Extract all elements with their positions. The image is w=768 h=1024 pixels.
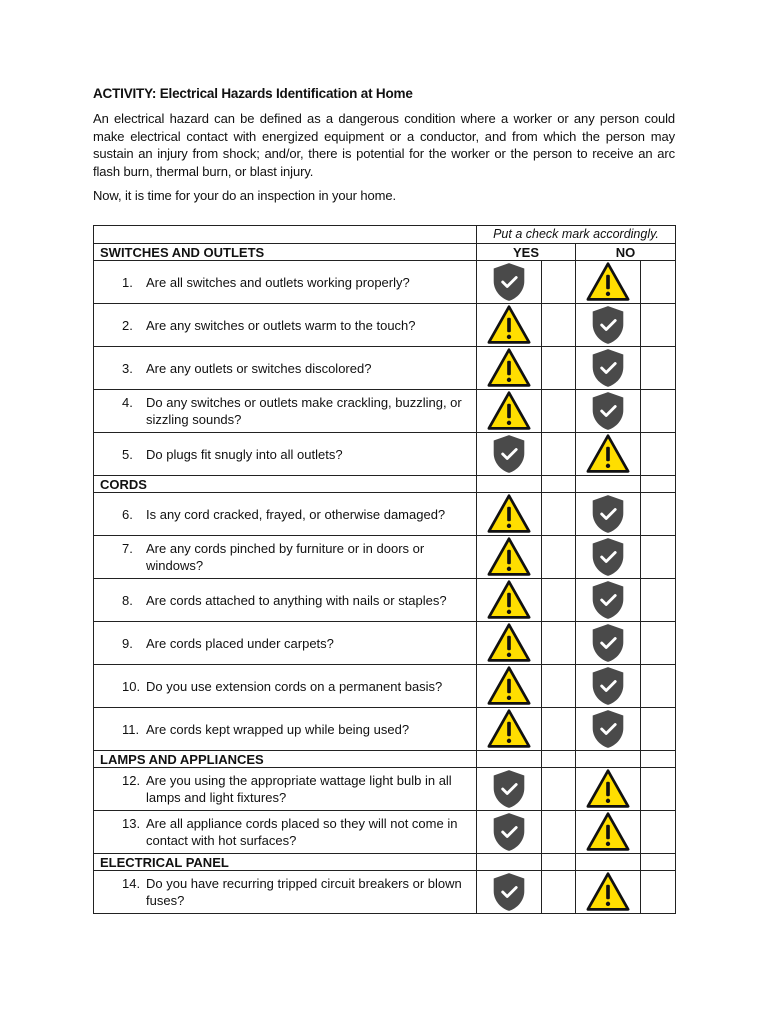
question-number: 8. [122, 592, 133, 608]
no-checkbox-cell[interactable] [641, 579, 676, 622]
question-cell [94, 665, 477, 708]
no-icon-cell [576, 347, 641, 390]
question-cell [94, 708, 477, 751]
warning-triangle-icon [486, 536, 532, 578]
question-text: Are any cords pinched by furniture or in doors or windows? [146, 541, 425, 573]
question-text: Are cords placed under carpets? [146, 635, 334, 651]
warning-triangle-icon [585, 811, 631, 853]
no-checkbox-cell[interactable] [641, 665, 676, 708]
warning-triangle-icon [486, 347, 532, 389]
no-icon-cell [576, 579, 641, 622]
section-empty-cell [641, 476, 676, 493]
no-checkbox-cell[interactable] [641, 433, 676, 476]
yes-checkbox-cell[interactable] [542, 768, 576, 811]
section-label: SWITCHES AND OUTLETS [94, 244, 477, 261]
no-checkbox-cell[interactable] [641, 304, 676, 347]
question-cell [94, 390, 477, 433]
shield-check-icon [590, 493, 626, 535]
table-row [94, 261, 676, 304]
question-number: 12. [122, 773, 141, 788]
yes-checkbox-cell[interactable] [542, 433, 576, 476]
table-row [94, 493, 676, 536]
question-text: Are all switches and outlets working properly? [146, 274, 410, 290]
question-line [122, 815, 466, 849]
yes-checkbox-cell[interactable] [542, 261, 576, 304]
section-empty-cell [641, 854, 676, 871]
question-number: 5. [122, 446, 133, 462]
no-icon-cell [576, 390, 641, 433]
table-row [94, 811, 676, 854]
section-empty-cell [477, 751, 542, 768]
yes-icon-cell [477, 536, 542, 579]
question-line [122, 317, 466, 334]
no-icon-cell [576, 493, 641, 536]
yes-icon-cell [477, 811, 542, 854]
question-text: Are cords attached to anything with nails or staples? [146, 592, 447, 608]
question-text: Do you use extension cords on a permanent basis? [146, 678, 443, 694]
yes-icon-cell [477, 708, 542, 751]
warning-triangle-icon [486, 708, 532, 750]
question-number: 1. [122, 274, 133, 290]
shield-check-icon [491, 871, 527, 913]
yes-checkbox-cell[interactable] [542, 871, 576, 914]
table-row [94, 433, 676, 476]
yes-icon-cell [477, 579, 542, 622]
hazard-checklist-table [93, 225, 676, 914]
section-empty-cell [576, 854, 641, 871]
question-line [122, 721, 466, 738]
question-number: 10. [122, 678, 141, 694]
question-line [122, 678, 466, 695]
section-row [94, 751, 676, 768]
section-empty-cell [477, 476, 542, 493]
question-text: Are you using the appropriate wattage light bulb in all lamps and light fixtures? [146, 773, 452, 805]
question-number: 7. [122, 541, 133, 556]
section-empty-cell [576, 476, 641, 493]
section-label: CORDS [94, 476, 477, 493]
no-checkbox-cell[interactable] [641, 708, 676, 751]
shield-check-icon [590, 579, 626, 621]
section-row [94, 244, 676, 261]
checklist-body [94, 226, 676, 914]
no-checkbox-cell[interactable] [641, 390, 676, 433]
warning-triangle-icon [486, 622, 532, 664]
shield-check-icon [590, 347, 626, 389]
no-icon-cell [576, 304, 641, 347]
question-cell [94, 768, 477, 811]
worksheet-page [93, 86, 675, 908]
question-text: Do any switches or outlets make crackling, buzzling, or sizzling sounds? [146, 395, 462, 427]
no-icon-cell [576, 665, 641, 708]
yes-checkbox-cell[interactable] [542, 390, 576, 433]
no-checkbox-cell[interactable] [641, 811, 676, 854]
question-cell [94, 811, 477, 854]
question-text: Are all appliance cords placed so they will not come in contact with hot surfaces? [146, 816, 458, 848]
warning-triangle-icon [486, 493, 532, 535]
yes-checkbox-cell[interactable] [542, 811, 576, 854]
question-line [122, 540, 466, 574]
no-checkbox-cell[interactable] [641, 622, 676, 665]
question-number: 4. [122, 395, 133, 410]
shield-check-icon [590, 304, 626, 346]
shield-check-icon [590, 665, 626, 707]
yes-icon-cell [477, 390, 542, 433]
question-cell [94, 622, 477, 665]
table-header-note-row [94, 226, 676, 244]
table-row [94, 665, 676, 708]
shield-check-icon [491, 768, 527, 810]
yes-column-header: YES [477, 244, 576, 261]
question-line [122, 635, 466, 652]
shield-check-icon [590, 536, 626, 578]
shield-check-icon [590, 622, 626, 664]
yes-icon-cell [477, 493, 542, 536]
intro-paragraph: An electrical hazard can be defined as a dangerous condition where a worker or any person could make electrical contact with energized equipment or a conductor, and from which the person may sustain an injury from shock; and/or, there is potential for the worker or the person to receive an arc flash burn, thermal burn, or blast injury. [93, 111, 675, 179]
warning-triangle-icon [585, 261, 631, 303]
yes-checkbox-cell[interactable] [542, 579, 576, 622]
no-checkbox-cell[interactable] [641, 536, 676, 579]
question-line [122, 875, 466, 909]
shield-check-icon [590, 708, 626, 750]
question-cell [94, 493, 477, 536]
yes-icon-cell [477, 622, 542, 665]
question-cell [94, 433, 477, 476]
yes-checkbox-cell[interactable] [542, 304, 576, 347]
warning-triangle-icon [585, 433, 631, 475]
no-checkbox-cell[interactable] [641, 768, 676, 811]
no-checkbox-cell[interactable] [641, 493, 676, 536]
table-row [94, 622, 676, 665]
no-icon-cell [576, 536, 641, 579]
shield-check-icon [491, 433, 527, 475]
table-row [94, 708, 676, 751]
warning-triangle-icon [486, 665, 532, 707]
question-line [122, 394, 466, 428]
section-empty-cell [641, 751, 676, 768]
instruction-text: Now, it is time for your do an inspection in your home. [93, 188, 397, 203]
header-empty-cell [94, 226, 477, 244]
table-row [94, 579, 676, 622]
no-icon-cell [576, 871, 641, 914]
section-empty-cell [477, 854, 542, 871]
no-icon-cell [576, 433, 641, 476]
yes-icon-cell [477, 261, 542, 304]
section-empty-cell [542, 854, 576, 871]
question-text: Is any cord cracked, frayed, or otherwise damaged? [146, 506, 446, 522]
yes-checkbox-cell[interactable] [542, 708, 576, 751]
yes-checkbox-cell[interactable] [542, 347, 576, 390]
question-line [122, 592, 466, 609]
table-row [94, 536, 676, 579]
section-empty-cell [542, 476, 576, 493]
no-icon-cell [576, 811, 641, 854]
no-icon-cell [576, 622, 641, 665]
question-number: 3. [122, 360, 133, 376]
yes-icon-cell [477, 347, 542, 390]
section-label: ELECTRICAL PANEL [94, 854, 477, 871]
table-row [94, 871, 676, 914]
question-line [122, 772, 466, 806]
question-line [122, 446, 466, 463]
section-label: LAMPS AND APPLIANCES [94, 751, 477, 768]
shield-check-icon [491, 811, 527, 853]
question-cell [94, 536, 477, 579]
yes-icon-cell [477, 768, 542, 811]
shield-check-icon [590, 390, 626, 432]
section-empty-cell [576, 751, 641, 768]
yes-checkbox-cell[interactable] [542, 493, 576, 536]
yes-icon-cell [477, 871, 542, 914]
no-column-header: NO [576, 244, 676, 261]
question-number: 2. [122, 317, 133, 333]
warning-triangle-icon [486, 304, 532, 346]
no-icon-cell [576, 708, 641, 751]
shield-check-icon [491, 261, 527, 303]
warning-triangle-icon [486, 579, 532, 621]
yes-checkbox-cell[interactable] [542, 665, 576, 708]
yes-icon-cell [477, 433, 542, 476]
table-row [94, 304, 676, 347]
question-text: Are cords kept wrapped up while being used? [146, 721, 410, 737]
question-number: 11. [122, 721, 140, 737]
yes-checkbox-cell[interactable] [542, 622, 576, 665]
yes-icon-cell [477, 665, 542, 708]
yes-checkbox-cell[interactable] [542, 536, 576, 579]
table-row [94, 347, 676, 390]
question-cell [94, 871, 477, 914]
question-cell [94, 579, 477, 622]
no-icon-cell [576, 768, 641, 811]
question-number: 9. [122, 635, 133, 651]
table-row [94, 768, 676, 811]
activity-title: ACTIVITY: Electrical Hazards Identification at Home [93, 86, 413, 101]
yes-icon-cell [477, 304, 542, 347]
question-text: Are any outlets or switches discolored? [146, 360, 372, 376]
question-line [122, 360, 466, 377]
question-number: 14. [122, 876, 141, 891]
no-icon-cell [576, 261, 641, 304]
question-number: 6. [122, 506, 133, 522]
warning-triangle-icon [585, 871, 631, 913]
question-text: Are any switches or outlets warm to the touch? [146, 317, 416, 333]
no-checkbox-cell[interactable] [641, 347, 676, 390]
question-cell [94, 261, 477, 304]
no-checkbox-cell[interactable] [641, 871, 676, 914]
section-row [94, 854, 676, 871]
question-text: Do plugs fit snugly into all outlets? [146, 446, 343, 462]
header-note: Put a check mark accordingly. [477, 226, 676, 244]
question-number: 13. [122, 816, 141, 831]
section-empty-cell [542, 751, 576, 768]
table-row [94, 390, 676, 433]
no-checkbox-cell[interactable] [641, 261, 676, 304]
question-text: Do you have recurring tripped circuit breakers or blown fuses? [146, 876, 462, 908]
warning-triangle-icon [585, 768, 631, 810]
section-row [94, 476, 676, 493]
question-line [122, 274, 466, 291]
warning-triangle-icon [486, 390, 532, 432]
question-line [122, 506, 466, 523]
question-cell [94, 304, 477, 347]
question-cell [94, 347, 477, 390]
